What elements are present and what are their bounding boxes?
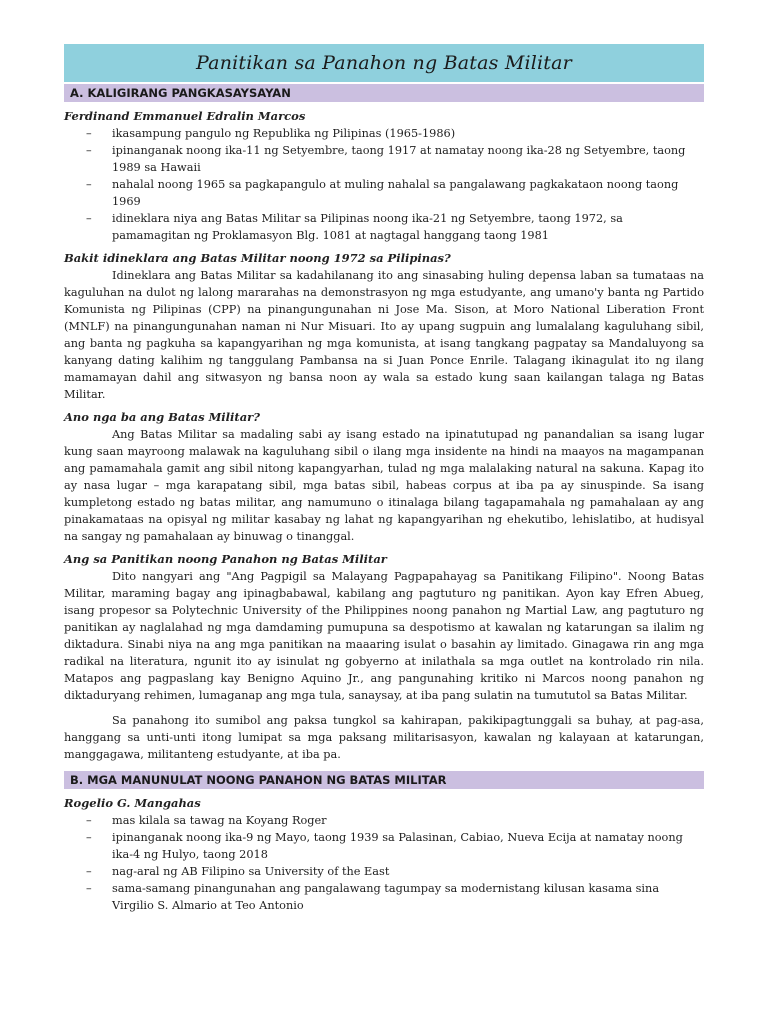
literature-heading: Ang sa Panitikan noong Panahon ng Batas Militar [64,552,387,566]
why-martial-law-heading: Bakit idineklara ang Batas Militar noong 1972 sa Pilipinas? [64,251,451,265]
why-martial-law-paragraph: Idineklara ang Batas Militar sa kadahilanang ito ang sinasabing huling depensa laban sa tumataas na kaguluhan na dulot ng lalong mararahas na demonstrasyon ng mga estudyante, ang umano'y banta ng Partido Komunista ng Pilipinas (CPP) na pinangungunahan ni Jose Ma. Sison, at Moro National Liberation Front (MNLF) na pinangungunahan naman ni Nur Misuari. Ito ay upang sugpuin ang lumalalang kaguluhang sibil, ang banta ng pagkuha sa kapangyarihan ng mga komunista, at isang tangkang pagpatay sa Mandaluyong sa kanyang dating kalihim ng tanggulang Pambansa na si Juan Ponce Enrile. Talagang ikinagulat ito ng ilang mamamayan dahil ang sitwasyon ng bansa noon ay wala sa estado kung saan kailangan talaga ng Batas Militar. [64,269,704,401]
section-a-header [64,84,704,102]
what-is-martial-law-heading: Ano nga ba ang Batas Militar? [64,410,260,424]
list-item: – idineklara niya ang Batas Militar sa Pilipinas noong ika-21 ng Setyembre, taong 1972, sa pamamagitan ng Proklamasyon Blg. 1081 at nagtagal hanggang taong 1981 [64,210,704,244]
section-b-label: B. MGA MANUNULAT NOONG PANAHON NG BATAS MILITAR [70,773,447,787]
list-item: – nag-aral ng AB Filipino sa University of the East [64,863,704,880]
list-item: – ipinanganak noong ika-11 ng Setyembre, taong 1917 at namatay noong ika-28 ng Setyembre, taong 1989 sa Hawaii [64,142,704,176]
list-item: – mas kilala sa tawag na Koyang Roger [64,812,704,829]
list-item: – ikasampung pangulo ng Republika ng Pilipinas (1965-1986) [64,125,704,142]
mangahas-bullet-list [64,812,704,914]
list-item: – nahalal noong 1965 sa pagkapangulo at muling nahalal sa pangalawang pagkakataon noong taong 1969 [64,176,704,210]
mangahas-name-heading: Rogelio G. Mangahas [64,796,201,810]
section-b-header [64,771,704,789]
literature-paragraph: Dito nangyari ang "Ang Pagpigil sa Malayang Pagpapahayag sa Panitikang Filipino". Noong Batas Militar, maraming bagay ang ipinagbabawal, kabilang ang pagtuturo ng panitikan. Ayon kay Efren Abueg, isang propesor sa Polytechnic University of the Philippines noong panahon ng Martial Law, ang pagtuturo ng panitikan ay naglalahad ng mga damdaming pumupuna sa despotismo at kawalan ng katarungan sa ilalim ng diktadura. Sinabi niya na ang mga panitikan na maaaring isulat o basahin ay limitado. Ginagawa rin ang mga radikal na literatura, ngunit ito ay isinulat ng gobyerno at inilathala sa mga outlet na kontrolado rin nila. Matapos ang pagpaslang kay Benigno Aquino Jr., ang pangunahing kritiko ni Marcos noong panahon ng diktaduryang rehimen, lumaganap ang mga tula, sanaysay, at iba pang sulatin na tumututol sa Batas Militar. [64,570,704,702]
list-item: – sama-samang pinangunahan ang pangalawang tagumpay sa modernistang kilusan kasama sina Virgilio S. Almario at Teo Antonio [64,880,704,914]
title-banner [64,44,704,82]
list-item: – ipinanganak noong ika-9 ng Mayo, taong 1939 sa Palasinan, Cabiao, Nueva Ecija at namatay noong ika-4 ng Hulyo, taong 2018 [64,829,704,863]
document-page [64,44,704,914]
page-title: Panitikan sa Panahon ng Batas Militar [196,52,572,74]
what-is-martial-law-paragraph: Ang Batas Militar sa madaling sabi ay isang estado na ipinatutupad ng panandalian sa isang lugar kung saan mayroong malawak na kaguluhang sibil o ilang mga insidente na hindi na maayos na magampanan ang pamamahala gamit ang sibil nitong kapangyarhan, tulad ng mga malalaking natural na sakuna. Kapag ito ay nasa lugar – mga karapatang sibil, mga batas sibil, habeas corpus at iba pa ay sinuspinde. Sa isang kumpletong estado ng batas militar, ang namumuno o itinalaga bilang tagapamahala ng pamahalaan ay ang pinakamataas na opisyal ng militar kasabay ng lahat ng kapangyarihan ng ehekutibo, lehislatibo, at hudisyal na sangay ng pamahalaan ay binuwag o tinanggal. [64,428,704,543]
marcos-bullet-list [64,125,704,244]
literature-paragraph-2: Sa panahong ito sumibol ang paksa tungkol sa kahirapan, pakikipagtunggali sa buhay, at pag-asa, hanggang sa unti-unti itong lumipat sa mga paksang militarisasyon, kawalan ng kalayaan at katarungan, manggagawa, militanteng estudyante, at iba pa. [64,714,704,761]
marcos-name-heading: Ferdinand Emmanuel Edralin Marcos [64,109,306,123]
section-a-label: A. KALIGIRANG PANGKASAYSAYAN [70,86,291,100]
